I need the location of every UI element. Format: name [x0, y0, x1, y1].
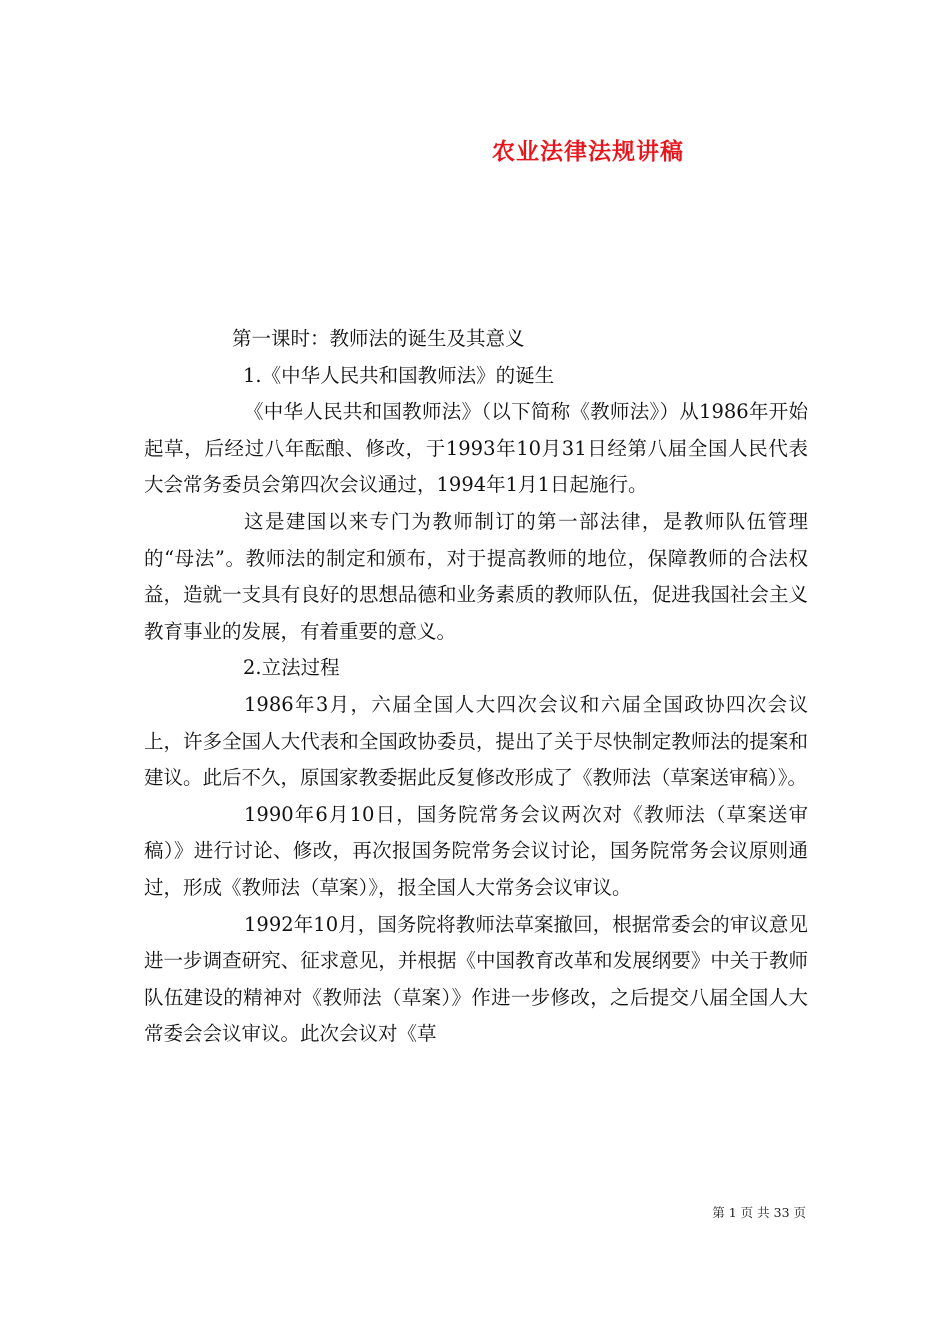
document-title: 农业法律法规讲稿 [492, 138, 684, 165]
paragraph-3: 1986年3月，六届全国人大四次会议和六届全国政协四次会议上，许多全国人大代表和全国政协委员，提出了关于尽快制定教师法的提案和建议。此后不久，原国家教委据此反复修改形成了《教师法（草案送审稿）》。 [144, 692, 808, 790]
section-heading-2: 2.立法过程 [243, 656, 340, 680]
page-number-footer: 第 1 页 共 33 页 [712, 1205, 806, 1220]
paragraph-5: 1992年10月，国务院将教师法草案撤回，根据常委会的审议意见进一步调查研究、征求意见，并根据《中国教育改革和发展纲要》中关于教师队伍建设的精神对《教师法（草案）》作进一步修改，之后提交八届全国人大常委会会议审议。此次会议对《草 [144, 912, 808, 1046]
paragraph-4: 1990年6月10日，国务院常务会议两次对《教师法（草案送审稿）》进行讨论、修改，再次报国务院常务会议讨论，国务院常务会议原则通过，形成《教师法（草案）》，报全国人大常务会议审议。 [144, 802, 808, 899]
paragraph-2: 这是建国以来专门为教师制订的第一部法律，是教师队伍管理的“母法”。教师法的制定和颁布，对于提高教师的地位，保障教师的合法权益，造就一支具有良好的思想品德和业务素质的教师队伍，促进我国社会主义教育事业的发展，有着重要的意义。 [144, 509, 808, 643]
section-heading-1: 1.《中华人民共和国教师法》的诞生 [243, 363, 555, 387]
document-body [144, 321, 808, 1053]
lesson-heading: 第一课时：教师法的诞生及其意义 [232, 327, 525, 350]
paragraph-1: 《中华人民共和国教师法》（以下简称《教师法》）从1986年开始起草，后经过八年酝酿、修改，于1993年10月31日经第八届全国人民代表大会常务委员会第四次会议通过，1994年1月1日起施行。 [144, 400, 808, 497]
